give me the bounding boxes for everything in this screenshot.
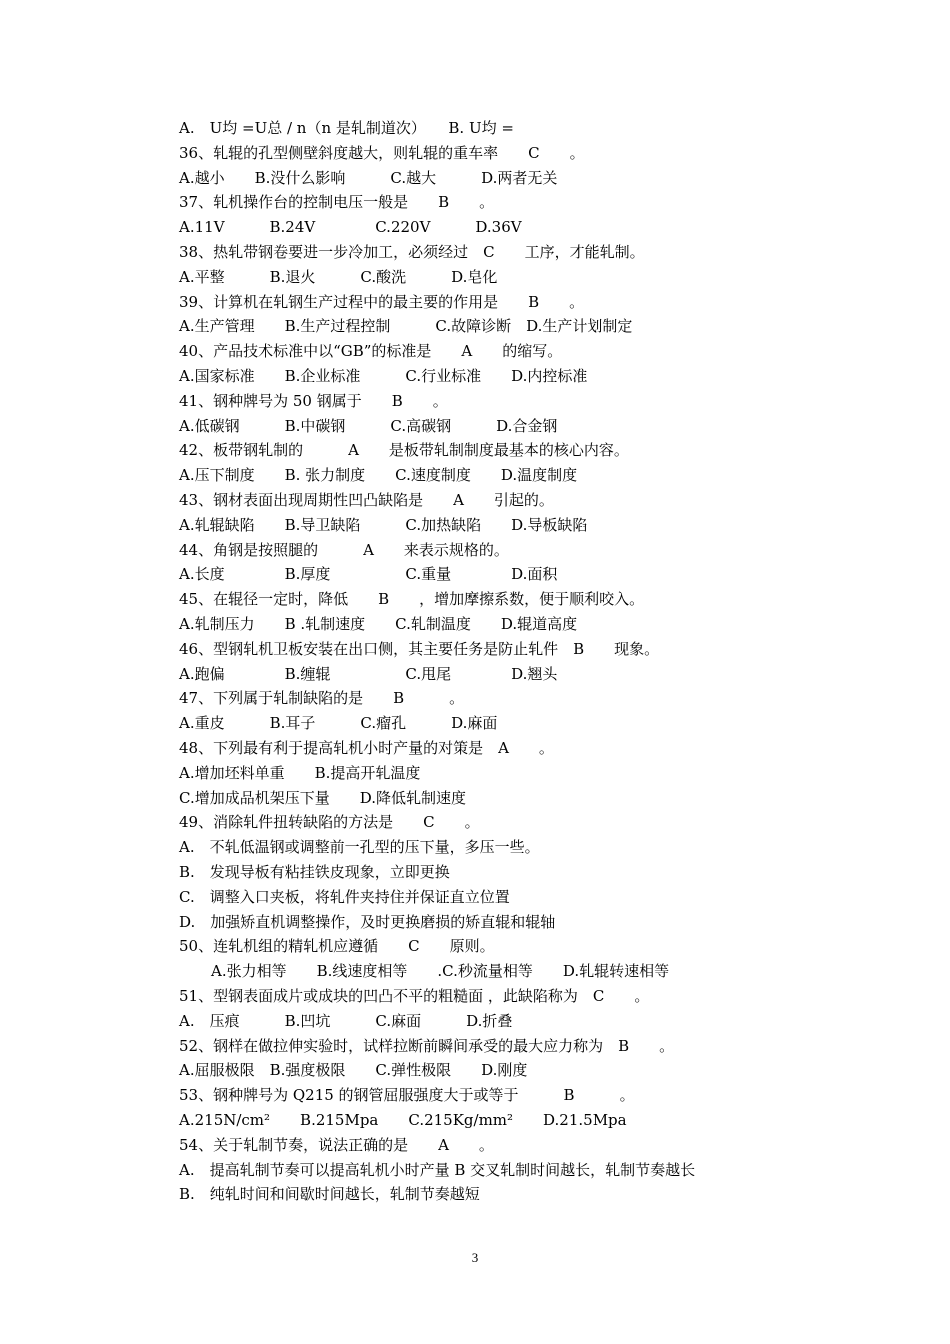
text-line: C. 调整入口夹板，将轧件夹持住并保证直立位置: [179, 887, 510, 906]
text-line: B. 发现导板有粘挂铁皮现象，立即更换: [179, 863, 450, 881]
text-line: A.轧制压力 B .轧制速度 C.轧制温度 D.辊道高度: [179, 615, 578, 633]
text-line: A.张力相等 B.线速度相等 .C.秒流量相等 D.轧辊转速相等: [211, 962, 670, 981]
text-line: 54、关于轧制节奏，说法正确的是 A 。: [179, 1135, 494, 1154]
text-line: 43、钢材表面出现周期性凹凸缺陷是 A 引起的。: [179, 491, 554, 509]
page-number: 3: [471, 1250, 479, 1265]
text-line: A.国家标准 B.企业标准 C.行业标准 D.内控标准: [179, 367, 588, 385]
text-line: 38、热轧带钢卷要进一步冷加工，必须经过 C 工序，才能轧制。: [179, 243, 645, 261]
text-line: A.低碳钢 B.中碳钢 C.高碳钢 D.合金钢: [179, 416, 558, 435]
text-line: 49、消除轧件扭转缺陷的方法是 C 。: [179, 813, 480, 832]
text-line: 44、角钢是按照腿的 A 来表示规格的。: [179, 540, 509, 559]
text-line: 37、轧机操作台的控制电压一般是 B 。: [179, 193, 495, 212]
text-line: 47、下列属于轧制缺陷的是 B 。: [179, 689, 465, 708]
text-line: A. 提高轧制节奏可以提高轧机小时产量 B 交叉轧制时间越长，轧制节奏越长: [179, 1160, 696, 1179]
text-line: D. 加强矫直机调整操作，及时更换磨损的矫直辊和辊轴: [179, 912, 556, 931]
text-line: A.跑偏 B.缠辊 C.甩尾 D.翘头: [179, 664, 558, 683]
text-line: C.增加成品机架压下量 D.降低轧制速度: [179, 788, 466, 807]
text-line: B. 纯轧时间和间歇时间越长，轧制节奏越短: [179, 1185, 480, 1204]
text-line: 42、板带钢轧制的 A 是板带轧制制度最基本的核心内容。: [179, 441, 629, 460]
text-line: 48、下列最有利于提高轧机小时产量的对策是 A 。: [179, 739, 554, 757]
text-line: 52、钢样在做拉伸实验时，试样拉断前瞬间承受的最大应力称为 B 。: [179, 1036, 675, 1055]
text-line: 45、在辊径一定时，降低 B ，增加摩擦系数，便于顺利咬入。: [179, 590, 645, 609]
text-line: 36、轧辊的孔型侧壁斜度越大，则轧辊的重车率 C 。: [179, 143, 585, 162]
text-line: 53、钢种牌号为 Q215 的钢管屈服强度大于或等于 B 。: [179, 1086, 635, 1105]
text-line: 50、连轧机组的精轧机应遵循 C 原则。: [179, 937, 495, 956]
text-line: A.压下制度 B. 张力制度 C.速度制度 D.温度制度: [179, 466, 578, 485]
text-line: A.轧辊缺陷 B.导卫缺陷 C.加热缺陷 D.导板缺陷: [179, 515, 588, 534]
text-line: 40、产品技术标准中以“GB”的标准是 A 的缩写。: [179, 342, 563, 361]
text-line: A. 压痕 B.凹坑 C.麻面 D.折叠: [179, 1011, 513, 1030]
text-line: A.长度 B.厚度 C.重量 D.面积: [179, 565, 558, 584]
text-line: A.增加坯料单重 B.提高开轧温度: [179, 763, 421, 782]
text-line: A.屈服极限 B.强度极限 C.弹性极限 D.刚度: [179, 1061, 528, 1080]
text-line: 39、计算机在轧钢生产过程中的最主要的作用是 B 。: [179, 292, 585, 311]
text-line: A.重皮 B.耳子 C.瘤孔 D.麻面: [179, 714, 498, 733]
text-line: A.11V B.24V C.220V D.36V: [179, 218, 522, 237]
text-line: 41、钢种牌号为 50 钢属于 B 。: [179, 391, 448, 410]
text-line: 51、型钢表面成片或成块的凹凸不平的粗糙面 ，此缺陷称为 C 。: [179, 987, 650, 1005]
text-line: A.215N/cm² B.215Mpa C.215Kg/mm² D.21.5Mpa: [179, 1111, 627, 1129]
text-line: A. 不轧低温钢或调整前一孔型的压下量，多压一些。: [179, 838, 540, 857]
text-line: A.平整 B.退火 C.酸洗 D.皂化: [179, 267, 498, 286]
text-line: A.生产管理 B.生产过程控制 C.故障诊断 D.生产计划制定: [179, 317, 633, 336]
text-line: 46、型钢轧机卫板安装在出口侧，其主要任务是防止轧件 B 现象。: [179, 639, 660, 658]
text-line: A.越小 B.没什么影响 C.越大 D.两者无关: [179, 168, 558, 187]
text-line: A. U均 =U总 / n（n 是轧制道次） B. U均 =: [179, 119, 514, 137]
